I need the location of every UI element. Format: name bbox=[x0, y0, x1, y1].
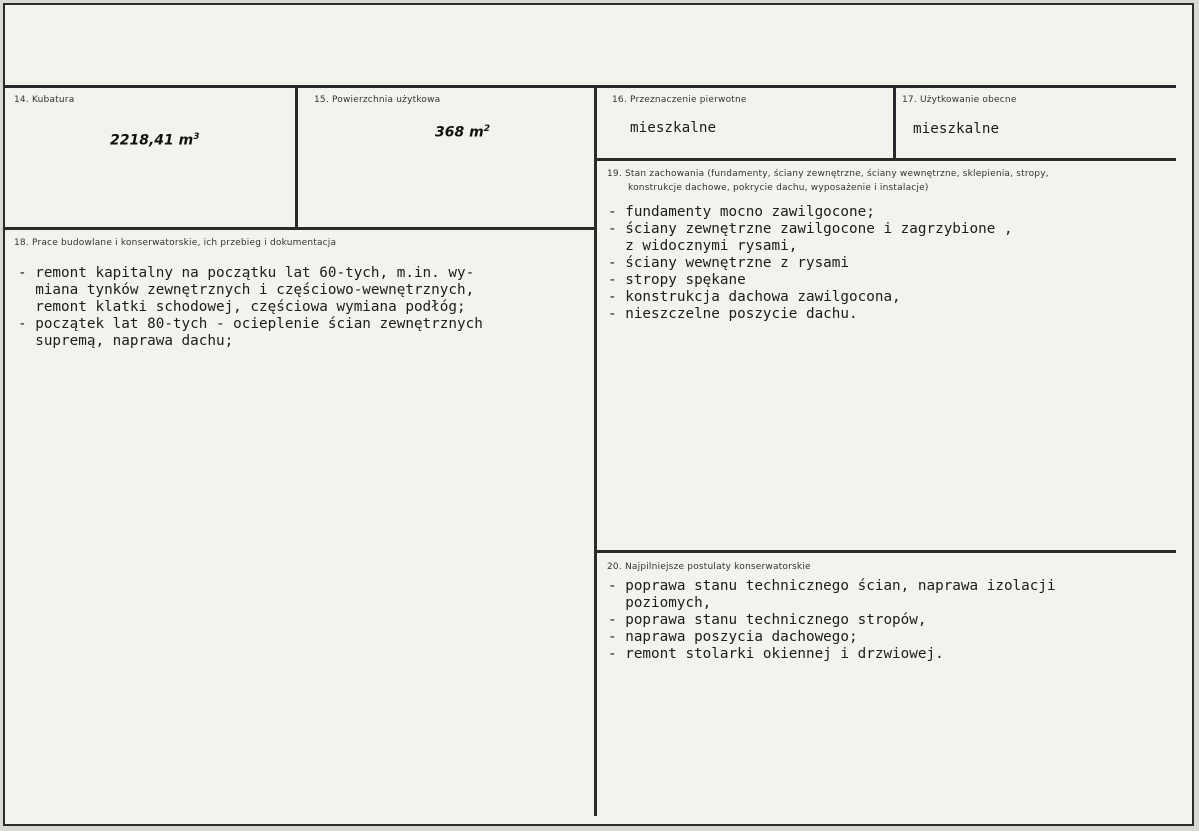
field-19-line: - nieszczelne poszycie dachu. bbox=[608, 306, 858, 322]
rule-top bbox=[5, 85, 1176, 88]
field-18-line: - remont kapitalny na początku lat 60-tych, m.in. wy- bbox=[18, 265, 475, 281]
field-19-line: - stropy spękane bbox=[608, 272, 746, 288]
field-15-unit-sup: 2 bbox=[483, 124, 490, 134]
field-19-label-line1: 19. Stan zachowania (fundamenty, ściany zewnętrzne, ściany wewnętrzne, sklepienia, stropy, bbox=[607, 169, 1049, 179]
field-16-value: mieszkalne bbox=[630, 120, 717, 136]
field-18-line: miana tynków zewnętrznych i częściowo-wewnętrznych, bbox=[18, 282, 475, 298]
field-17-value: mieszkalne bbox=[913, 121, 1000, 137]
field-14-unit-sup: 3 bbox=[193, 132, 200, 142]
field-19-line: - konstrukcja dachowa zawilgocona, bbox=[608, 289, 901, 305]
field-20-line: - poprawa stanu technicznego stropów, bbox=[608, 612, 927, 628]
field-18-line: supremą, naprawa dachu; bbox=[18, 333, 234, 349]
field-18-line: remont klatki schodowej, częściowa wymiana podłóg; bbox=[18, 299, 466, 315]
field-19-line: - fundamenty mocno zawilgocone; bbox=[608, 204, 875, 220]
field-20-line: poziomych, bbox=[608, 595, 712, 611]
field-14-value-text: 2218,41 m bbox=[110, 132, 194, 149]
field-15-value bbox=[435, 124, 490, 141]
field-19-line: - ściany zewnętrzne zawilgocone i zagrzybione , bbox=[608, 221, 1013, 237]
rule-14-15-divider bbox=[295, 86, 298, 229]
field-17-label: 17. Użytkowanie obecne bbox=[902, 95, 1017, 105]
rule-14-15-bottom bbox=[5, 227, 596, 230]
rule-main-divider bbox=[594, 86, 597, 816]
record-card bbox=[3, 3, 1194, 826]
field-20-line: - naprawa poszycia dachowego; bbox=[608, 629, 858, 645]
field-19-label-line2: konstrukcje dachowe, pokrycie dachu, wyposażenie i instalacje) bbox=[628, 183, 929, 193]
field-16-label: 16. Przeznaczenie pierwotne bbox=[612, 95, 747, 105]
field-15-value-text: 368 m bbox=[435, 124, 484, 141]
field-20-line: - remont stolarki okiennej i drzwiowej. bbox=[608, 646, 944, 662]
field-18-label: 18. Prace budowlane i konserwatorskie, ich przebieg i dokumentacja bbox=[14, 238, 337, 248]
field-20-label: 20. Najpilniejsze postulaty konserwatorskie bbox=[607, 562, 811, 572]
field-14-label: 14. Kubatura bbox=[14, 95, 75, 105]
rule-16-17-divider bbox=[893, 86, 896, 160]
field-19-line: z widocznymi rysami, bbox=[608, 238, 798, 254]
field-20-line: - poprawa stanu technicznego ścian, naprawa izolacji bbox=[608, 578, 1056, 594]
rule-16-17-bottom bbox=[596, 158, 1176, 161]
field-15-label: 15. Powierzchnia użytkowa bbox=[314, 95, 441, 105]
field-18-line: - początek lat 80-tych - ocieplenie ścian zewnętrznych bbox=[18, 316, 483, 332]
field-19-line: - ściany wewnętrzne z rysami bbox=[608, 255, 850, 271]
field-14-value bbox=[110, 132, 200, 149]
rule-19-bottom bbox=[596, 550, 1176, 553]
